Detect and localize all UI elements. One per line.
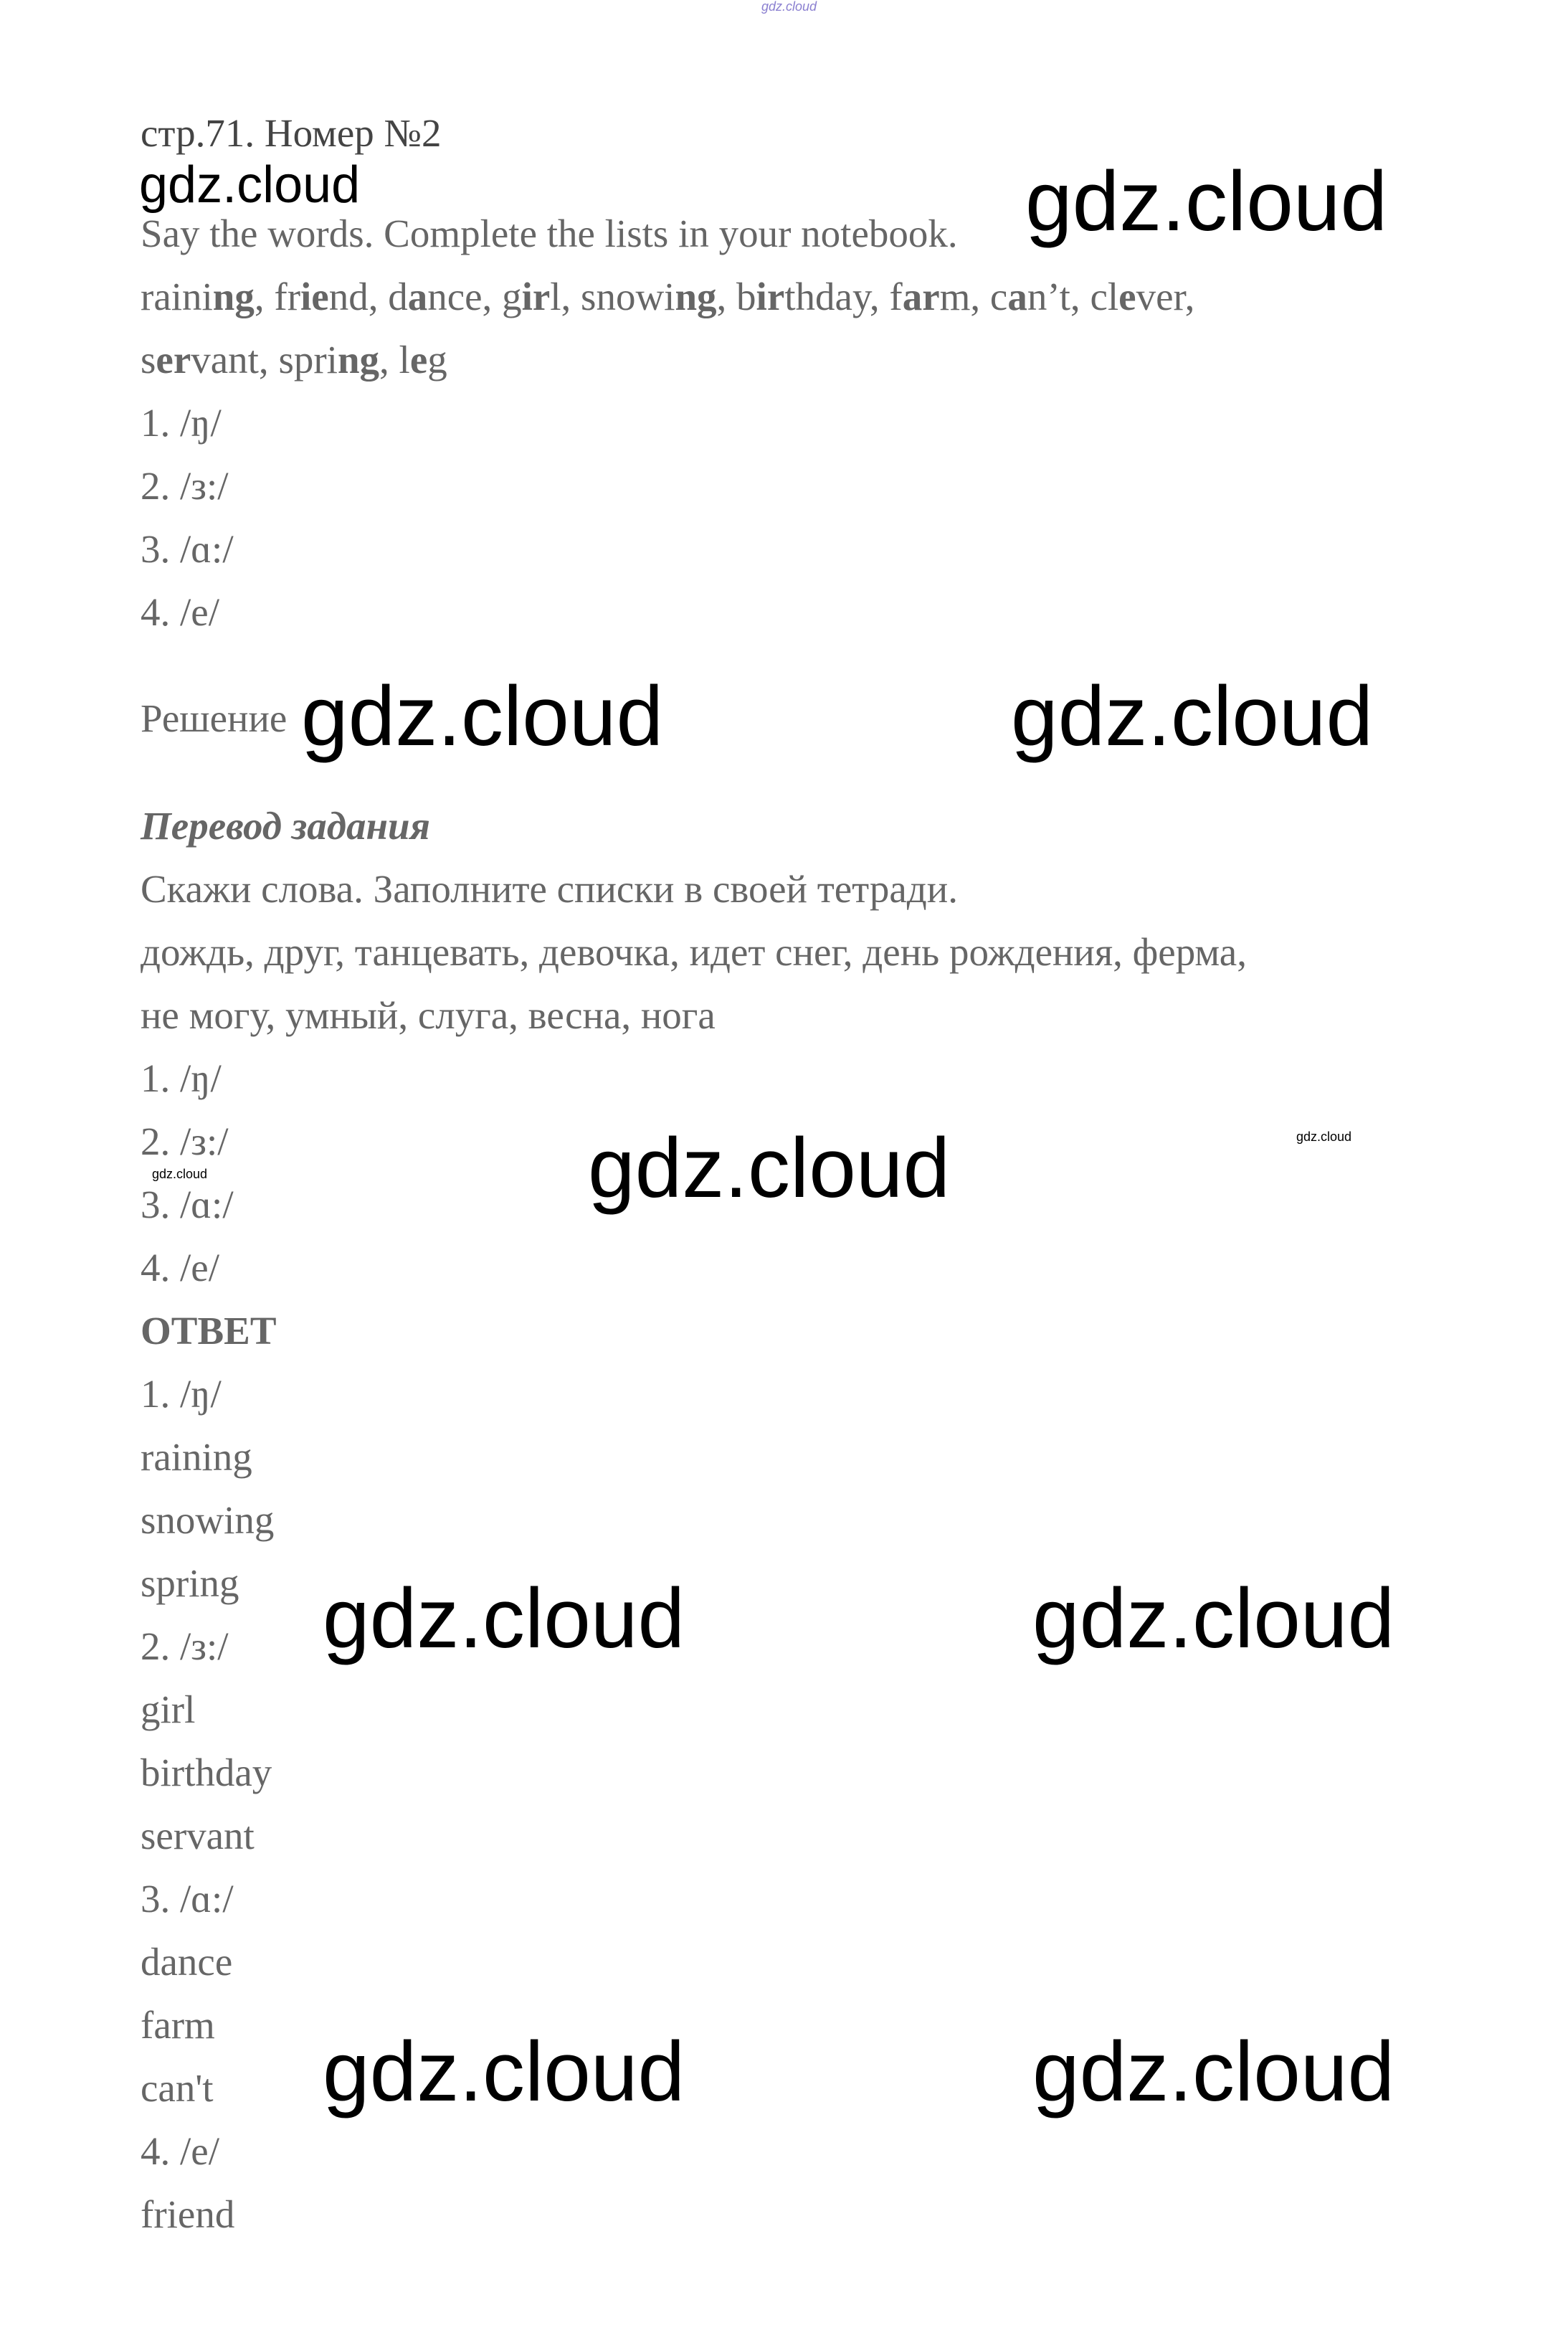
task-words-line-1 [141,277,1194,316]
task-word-highlight: a [407,275,428,318]
watermark-header: gdz.cloud [139,156,361,214]
task-word-highlight: er [156,338,191,382]
translation-sound-3: 3. /ɑ:/ [141,1183,234,1226]
task-word [141,275,265,318]
task-word-part: b [736,275,756,318]
task-word-part: , [716,275,727,318]
watermark-top: gdz.cloud [761,0,817,14]
answer-line: girl [141,1687,196,1731]
task-word-highlight: ir [756,275,785,318]
task-word-highlight: ng [337,338,380,382]
watermark-big-8: gdz.cloud [1032,2025,1395,2119]
task-words-line-2 [141,338,447,382]
task-word [274,275,378,318]
answer-line: servant [141,1814,255,1857]
answer-line: dance [141,1940,233,1984]
task-sound-4: 4. /e/ [141,590,219,634]
task-sound-1: 1. /ŋ/ [141,401,222,445]
task-word [141,338,269,382]
task-word-part: vant, [191,338,269,382]
translation-sound-1: 1. /ŋ/ [141,1056,222,1100]
task-word [889,275,980,318]
answer-line: birthday [141,1751,272,1794]
translation-instruction: Скажи слова. Заполните списки в своей тетради. [141,867,958,911]
task-word-part: c [989,275,1008,318]
answer-line: can't [141,2066,214,2110]
watermark-big-7: gdz.cloud [323,2025,685,2119]
watermark-big-1: gdz.cloud [1025,154,1388,249]
task-word-part: nce, [427,275,493,318]
watermark-big-6: gdz.cloud [1032,1571,1395,1666]
watermark-tiny-2: gdz.cloud [152,1167,208,1181]
watermark-big-2: gdz.cloud [301,669,664,764]
answer-line: snowing [141,1498,275,1542]
answer-heading: ОТВЕТ [141,1309,277,1353]
task-word [990,275,1080,318]
task-sound-3: 3. /ɑ:/ [141,527,234,571]
answer-line: farm [141,2003,215,2047]
task-word-part: nd, [328,275,379,318]
answer-line: 4. /e/ [141,2129,219,2173]
task-word [278,338,389,382]
task-word-part: , [379,338,389,382]
task-word-part: g [502,275,522,318]
task-word-highlight: ng [212,275,255,318]
task-word-part: spri [278,338,338,382]
answer-line: friend [141,2192,235,2236]
task-word-highlight: e [1118,275,1136,318]
task-word-highlight: ng [675,275,717,318]
task-word-highlight: ar [902,275,940,318]
task-word-part: thday, [784,275,880,318]
task-word-part: s [141,338,156,382]
task-word-part: l, [550,275,571,318]
task-word-part: ver, [1136,275,1195,318]
task-word-part: f [889,275,903,318]
watermark-big-3: gdz.cloud [1011,669,1374,764]
task-word [388,275,492,318]
task-sound-2: 2. /з:/ [141,464,229,508]
task-word-part: d [388,275,408,318]
answer-line: spring [141,1561,239,1605]
task-word-part: raini [141,275,213,318]
task-word-highlight: a [1007,275,1027,318]
task-word-part: snowi [581,275,675,318]
watermark-big-4: gdz.cloud [588,1121,951,1216]
watermark-big-5: gdz.cloud [323,1571,685,1666]
task-word-part: fr [274,275,301,318]
task-word-part: n’t, [1027,275,1080,318]
task-word [581,275,726,318]
task-instruction: Say the words. Complete the lists in your notebook. [141,212,958,255]
answer-line: 3. /ɑ:/ [141,1877,234,1921]
task-word [502,275,571,318]
translation-words-line-1: дождь, друг, танцевать, девочка, идет снег, день рождения, ферма, [141,930,1247,974]
page-reference: стр.71. Номер №2 [141,111,442,155]
task-word-part: m, [939,275,981,318]
answer-line: 1. /ŋ/ [141,1372,222,1416]
translation-sound-4: 4. /e/ [141,1246,219,1289]
watermark-tiny-1: gdz.cloud [1296,1130,1352,1144]
answer-line: raining [141,1435,252,1479]
task-word-part: , [254,275,265,318]
translation-heading: Перевод задания [141,804,430,848]
task-word-part: cl [1090,275,1119,318]
task-word-part: g [427,338,447,382]
task-word-part: l [399,338,410,382]
translation-words-line-2: не могу, умный, слуга, весна, нога [141,993,716,1037]
task-word-highlight: ie [300,275,329,318]
task-word-highlight: ir [521,275,551,318]
task-word [399,338,447,382]
translation-sound-2: 2. /з:/ [141,1119,229,1163]
task-word-highlight: e [409,338,428,382]
solution-label: Решение [141,696,288,740]
answer-line: 2. /з:/ [141,1624,229,1668]
task-word [1090,275,1194,318]
task-word [736,275,880,318]
